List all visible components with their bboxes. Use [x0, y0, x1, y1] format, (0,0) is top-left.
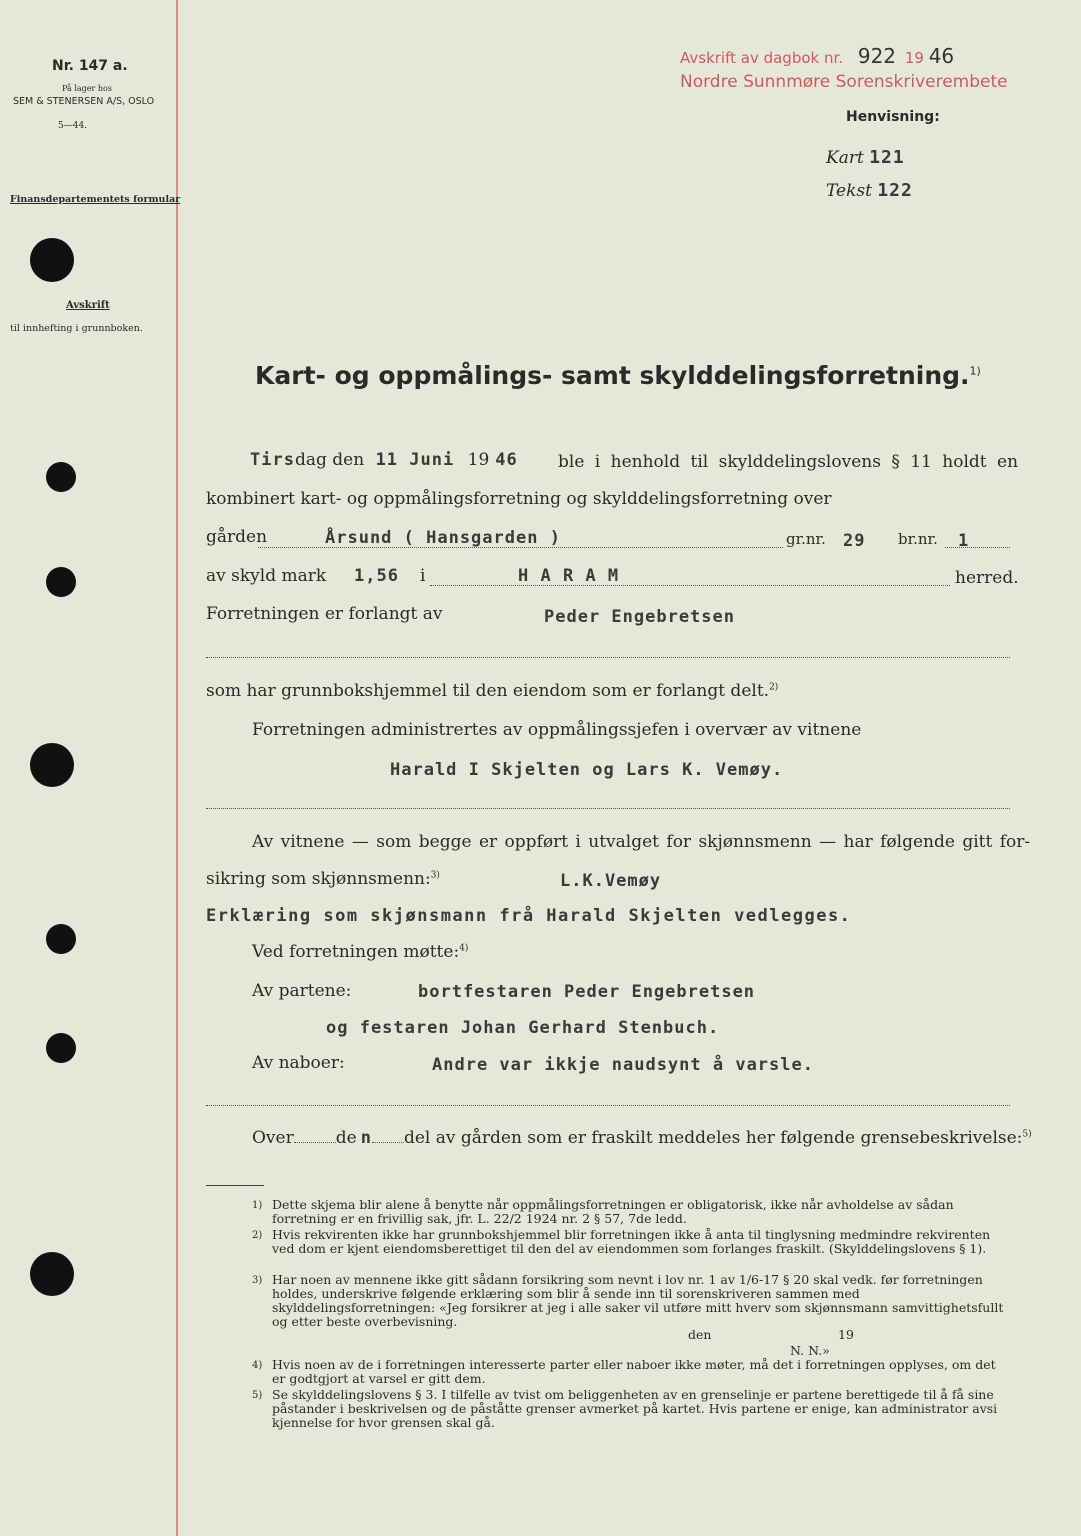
- date-typed: 11 Juni: [375, 450, 455, 470]
- motte-text: Ved forretningen møtte:: [252, 942, 460, 962]
- stamp-year-prefix: 19: [904, 49, 924, 67]
- dag-den: dag den: [294, 450, 365, 470]
- tekst-value: 122: [877, 180, 913, 201]
- skyld-label: av skyld mark: [206, 566, 327, 586]
- naboer-typed: Andre var ikkje naudsynt å varsle.: [432, 1055, 814, 1075]
- henvisning-label: Henvisning:: [846, 109, 940, 125]
- skjonnsmann-typed: L.K.Vemøy: [560, 871, 662, 891]
- kart-value: 121: [869, 147, 905, 168]
- brnr-label: br.nr.: [898, 530, 938, 548]
- weekday-typed: Tirs: [250, 450, 295, 470]
- avskrift-sub: til innhefting i grunnboken.: [10, 323, 143, 334]
- over-line: [252, 1128, 1032, 1148]
- footnote-number: 2): [252, 1230, 263, 1241]
- partene-typed1: bortfestaren Peder Engebretsen: [418, 982, 756, 1002]
- garden-typed: Årsund ( Hansgarden ): [325, 528, 561, 548]
- year-typed: 46: [495, 450, 518, 470]
- punch-hole: [46, 924, 76, 954]
- punch-hole: [46, 567, 76, 597]
- partene-label: Av partene:: [252, 981, 352, 1001]
- footnote-number: 4): [252, 1360, 263, 1371]
- vitner-typed: Harald I Skjelten og Lars K. Vemøy.: [390, 760, 784, 780]
- footnote: Se skylddelingslovens § 3. I tilfelle av tvist om beliggenheten av en grenselinje er partene berettigede til å få sine påstander i beskrivelsen og de påståtte grenser avmerket på kartet. Hvis partene er enige, kan administrator avsi kjennelse for hvor grensen skal gå.: [272, 1387, 998, 1430]
- footnote-rule: [206, 1185, 264, 1186]
- form-authority: Finansdepartementets formular: [10, 194, 181, 205]
- line1-rest: ble i henhold til skylddelingslovens § 11 holdt en: [558, 452, 1019, 472]
- motte-label: [252, 942, 468, 962]
- dagbok-number: 922: [857, 44, 897, 68]
- fn3-year: 19: [838, 1327, 854, 1342]
- document-title: [255, 361, 981, 390]
- title-footnote-ref: 1): [969, 364, 981, 378]
- kart-label: Kart: [826, 148, 864, 168]
- punch-hole: [30, 1252, 74, 1296]
- footnote-ref: 3): [430, 870, 440, 881]
- grnr-label: gr.nr.: [786, 530, 826, 548]
- garden-label: gården: [206, 527, 268, 547]
- dotted-line: [206, 657, 1010, 658]
- skyld-value: 1,56: [354, 566, 399, 586]
- punch-hole: [30, 238, 74, 282]
- stamp-prefix: Avskrift av dagbok nr.: [680, 49, 844, 67]
- year-prefix: 19: [467, 450, 490, 470]
- printer-name: SEM & STENERSEN A/S, OSLO: [13, 96, 155, 107]
- date-line: [250, 450, 518, 470]
- tekst-reference: [826, 180, 913, 201]
- de-typed: n: [360, 1128, 372, 1148]
- footnote-ref: 4): [459, 943, 469, 954]
- vitnene-line1: Av vitnene — som begge er oppført i utvalget for skjønnsmenn — har følgende gitt for-: [252, 832, 1031, 852]
- printer-line: På lager hos: [62, 84, 112, 93]
- footnote-number: 1): [252, 1200, 263, 1211]
- naboer-label: Av naboer:: [252, 1053, 345, 1073]
- partene-typed2: og festaren Johan Gerhard Stenbuch.: [326, 1018, 720, 1038]
- tekst-label: Tekst: [826, 181, 872, 201]
- i-label: i: [420, 566, 426, 586]
- footnote: Dette skjema blir alene å benytte når oppmålingsforretningen er obligatorisk, ikke når avholdelse av sådan forretning er en frivillig sak, jfr. L. 22/2 1924 nr. 2 § 57, 7de ledd.: [272, 1197, 954, 1226]
- dagbok-stamp: [680, 44, 954, 68]
- avskrift-label: Avskrift: [66, 300, 110, 311]
- footnote: Har noen av mennene ikke gitt sådann forsikring som nevnt i lov nr. 1 av 1/6-17 § 20 skal vedk. før forretningen holdes, underskrive følgende erklæring som blir å sende inn til sorenskriveren sammen med skylddelingsforretningen: «Jeg forsikrer at jeg i alle saker vil utføre mitt hverv som skjønnsmann samvittighetsfullt og etter beste overbevisning.: [272, 1272, 1004, 1329]
- form-number: Nr. 147 a.: [52, 58, 128, 74]
- punch-hole: [46, 462, 76, 492]
- stamp-year: 46: [928, 44, 955, 68]
- admin-text: Forretningen administrertes av oppmålingssjefen i overvær av vitnene: [252, 720, 862, 740]
- grunnbok-sentence: som har grunnbokshjemmel til den eiendom som er forlangt delt.: [206, 681, 770, 701]
- over-rest: del av gården som er fraskilt meddeles her følgende grensebeskrivelse:: [403, 1128, 1023, 1148]
- title-text: Kart- og oppmålings- samt skylddelingsforretning.: [255, 361, 970, 390]
- print-date: 5—44.: [58, 121, 88, 131]
- footnote: Hvis rekvirenten ikke har grunnbokshjemmel blir forretningen ikke å anta til tinglysning medmindre rekvirenten ved dom er kjent eiendomsberettiget til den del av eiendommen som forlanges fraskilt. (Skylddelingslovens § 1).: [272, 1227, 991, 1256]
- forlangt-label: Forretningen er forlangt av: [206, 604, 443, 624]
- dotted-line: [430, 585, 950, 586]
- dotted-line: [206, 808, 1010, 809]
- footnote-ref: 5): [1022, 1129, 1032, 1140]
- footnote-number: 5): [252, 1390, 263, 1401]
- footnote: Hvis noen av de i forretningen interesserte parter eller naboer ikke møter, må det i forretningen opplyses, om det er godtgjort at varsel er gitt dem.: [272, 1357, 996, 1386]
- forlangt-value: Peder Engebretsen: [544, 607, 735, 627]
- fn3-den: den: [688, 1327, 712, 1342]
- punch-hole: [30, 743, 74, 787]
- herred-label: herred.: [955, 568, 1019, 588]
- fn3-signature: N. N.»: [790, 1343, 830, 1358]
- vitnene-line2: [206, 869, 440, 889]
- footnote-number: 3): [252, 1275, 263, 1286]
- over-label: Over: [252, 1128, 294, 1148]
- grunnbok-text: [206, 681, 778, 701]
- margin-rule: [176, 0, 178, 1536]
- erklaring-typed: Erklæring som skjønsmann frå Harald Skjelten vedlegges.: [206, 906, 852, 926]
- grnr-value: 29: [843, 531, 866, 551]
- de-label: de: [335, 1128, 357, 1148]
- footnote-ref: 2): [769, 682, 779, 693]
- brnr-value: 1: [958, 531, 970, 551]
- vitnene-line2-text: sikring som skjønnsmenn:: [206, 869, 431, 889]
- kart-reference: [826, 147, 905, 168]
- office-stamp: Nordre Sunnmøre Sorenskriverembete: [680, 72, 1008, 92]
- dotted-line: [945, 547, 1010, 548]
- punch-hole: [46, 1033, 76, 1063]
- dotted-line: [206, 1105, 1010, 1106]
- herred-value: H A R A M: [518, 566, 620, 586]
- line2: kombinert kart- og oppmålingsforretning og skylddelingsforretning over: [206, 489, 832, 509]
